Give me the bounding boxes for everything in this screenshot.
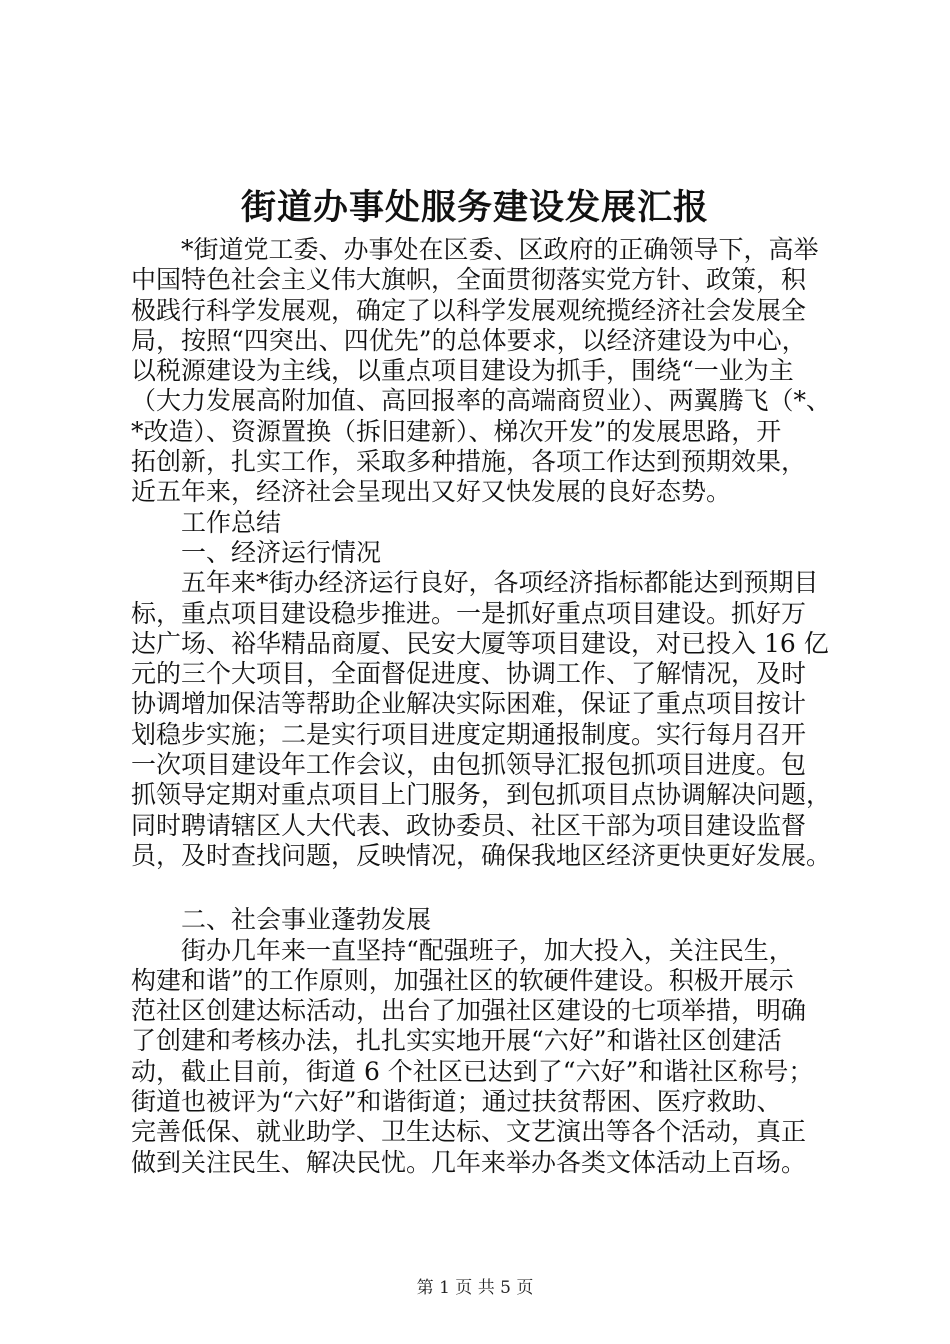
- text-line: 拓创新，扎实工作，采取多种措施，各项工作达到预期效果，: [131, 447, 807, 477]
- text-line: 标，重点项目建设稳步推进。一是抓好重点项目建设。抓好万: [131, 598, 807, 628]
- text-line: 协调增加保洁等帮助企业解决实际困难，保证了重点项目按计: [131, 689, 807, 719]
- page-number-footer: 第 1 页 共 5 页: [416, 1278, 534, 1298]
- text-line: （大力发展高附加值、高回报率的高端商贸业）、两翼腾飞（*、: [131, 386, 832, 416]
- text-line: 以税源建设为主线，以重点项目建设为抓手，围绕“一业为主: [131, 356, 794, 386]
- text-line: 抓领导定期对重点项目上门服务，到包抓项目点协调解决问题，: [131, 780, 832, 810]
- text-line: 构建和谐”的工作原则，加强社区的软硬件建设。积极开展示: [131, 965, 794, 995]
- paragraph-social: [131, 936, 843, 1178]
- text-line: 范社区创建达标活动，出台了加强社区建设的七项举措，明确: [131, 996, 807, 1026]
- section-heading-summary: 工作总结: [181, 507, 282, 537]
- text-line: 动，截止目前，街道 6 个社区已达到了“六好”和谐社区称号；: [131, 1056, 814, 1086]
- text-line: 了创建和考核办法，扎扎实实地开展“六好”和谐社区创建活: [131, 1026, 782, 1056]
- text-line: 中国特色社会主义伟大旗帜，全面贯彻落实党方针、政策，积: [131, 265, 807, 295]
- text-line: 一次项目建设年工作会议，由包抓领导汇报包抓项目进度。包: [131, 750, 807, 780]
- document-body: [131, 235, 843, 1178]
- text-line: 近五年来，经济社会呈现出又好又快发展的良好态势。: [131, 477, 732, 507]
- text-line: 街道也被评为“六好”和谐街道；通过扶贫帮困、医疗救助、: [131, 1087, 782, 1117]
- text-line: *街道党工委、办事处在区委、区政府的正确领导下，高举: [181, 235, 819, 264]
- text-line: 街办几年来一直坚持“配强班子，加大投入，关注民生，: [181, 935, 794, 965]
- paragraph-intro: [131, 235, 843, 508]
- text-line: 五年来*街办经济运行良好，各项经济指标都能达到预期目: [181, 568, 819, 598]
- text-line: 元的三个大项目，全面督促进度、协调工作、了解情况，及时: [131, 659, 807, 689]
- text-line: 达广场、裕华精品商厦、民安大厦等项目建设，对已投入 16 亿: [131, 628, 829, 658]
- text-line: *改造）、资源置换（拆旧建新）、梯次开发”的发展思路，开: [131, 416, 782, 446]
- paragraph-economy: [131, 568, 843, 871]
- text-line: 极践行科学发展观，确定了以科学发展观统揽经济社会发展全: [131, 295, 807, 325]
- section-heading-social: 二、社会事业蓬勃发展: [181, 905, 432, 935]
- text-line: 员，及时查找问题，反映情况，确保我地区经济更快更好发展。: [131, 840, 832, 870]
- section-heading-economy: 一、经济运行情况: [181, 537, 382, 567]
- paragraph-spacer: [131, 871, 843, 905]
- document-title: 街道办事处服务建设发展汇报: [240, 187, 709, 228]
- text-line: 局，按照“四突出、四优先”的总体要求，以经济建设为中心，: [131, 325, 807, 355]
- text-line: 划稳步实施；二是实行项目进度定期通报制度。实行每月召开: [131, 719, 807, 749]
- text-line: 做到关注民生、解决民忧。几年来举办各类文体活动上百场。: [131, 1147, 807, 1177]
- text-line: 完善低保、就业助学、卫生达标、文艺演出等各个活动，真正: [131, 1117, 807, 1147]
- text-line: 同时聘请辖区人大代表、政协委员、社区干部为项目建设监督: [131, 810, 807, 840]
